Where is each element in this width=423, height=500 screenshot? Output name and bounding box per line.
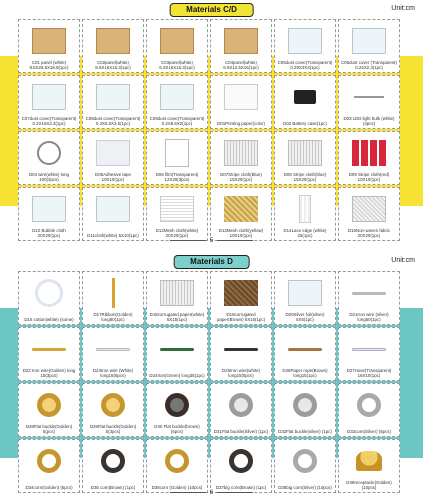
material-label: D32Flat buckle(silver) (1pc)	[278, 429, 332, 434]
material-label: D37big corn(Brown) (1pc)	[215, 485, 267, 490]
material-label: D33corn(Silver) (5pcs)	[347, 429, 391, 434]
material-item	[274, 187, 336, 241]
kraft-panel-icon	[158, 26, 196, 56]
material-label: D22 Iron wire(Golden) long 15(3pcs)	[22, 368, 76, 378]
transparent-sheet-icon	[350, 26, 388, 56]
green-wire-icon	[158, 334, 196, 364]
material-label: D01Printing paper(color)	[217, 121, 265, 126]
material-label: D18corrugated paper(white) 5X15(1pc)	[149, 312, 205, 322]
paper-rope-icon	[286, 334, 324, 364]
iron-wire-icon	[222, 334, 260, 364]
material-item	[274, 75, 336, 129]
red-cloth-icon	[350, 138, 388, 168]
material-item	[146, 131, 208, 185]
material-item	[82, 187, 144, 241]
transparent-sheet-icon	[30, 82, 68, 112]
material-item	[18, 327, 80, 381]
material-item	[274, 131, 336, 185]
silver-foil-icon	[286, 278, 324, 308]
material-label: D39receptacle(Golden) (10pcs)	[346, 480, 392, 490]
material-item	[146, 327, 208, 381]
printing-paper-icon	[222, 82, 260, 112]
material-label: D02 Battery case(1pc)	[283, 121, 327, 126]
mesh-cloth-icon	[158, 194, 196, 224]
material-label: D16 cotton(white) (some)	[24, 317, 74, 322]
page-title: Materials C/D	[169, 3, 254, 17]
material-label: C06dust cover (Transparent) 0.24X2.3(1pc)	[341, 60, 397, 70]
unit-label: Unit:cm	[391, 257, 415, 264]
material-item	[274, 383, 336, 437]
material-item	[210, 327, 272, 381]
material-label: D06 film(Transparent) 12X20(3pcs)	[155, 172, 199, 182]
iron-wire-icon	[94, 334, 132, 364]
transparent-sheet-icon	[94, 82, 132, 112]
material-item	[82, 19, 144, 73]
material-item	[146, 439, 208, 493]
material-label: D34corn(Golden) (5pcs)	[25, 485, 73, 490]
material-item	[210, 439, 272, 493]
film-sheet-icon	[158, 138, 196, 168]
non-woven-fabric-icon	[350, 194, 388, 224]
material-item	[18, 75, 80, 129]
material-label: C05dust cover(Transparent) 0.29X3X3(1pc)	[277, 60, 333, 70]
materials-page-5	[0, 0, 423, 248]
corn-ring-icon	[222, 446, 260, 476]
corrugated-paper-icon	[222, 278, 260, 308]
adhesive-tape-icon	[94, 138, 132, 168]
material-item	[210, 383, 272, 437]
corn-ring-icon	[94, 446, 132, 476]
stripe-cloth-icon	[222, 138, 260, 168]
material-label: D10 Bubble cloth 20X20(1pc)	[32, 228, 66, 238]
flat-buckle-icon	[158, 390, 196, 420]
ribbon-icon	[94, 278, 132, 308]
material-label: D28Flat buckle(Golden) 5(pcs)	[25, 424, 73, 434]
cotton-icon	[30, 278, 68, 308]
gold-mesh-icon	[222, 194, 260, 224]
material-label: D03 LED light bulb (white) (4pcs)	[343, 116, 395, 126]
material-label: D27Hose(Transparent) 16X10(1pc)	[346, 368, 392, 378]
material-label: D13Mesh cloth(yellow) 10X10(1pc)	[218, 228, 264, 238]
material-item	[274, 327, 336, 381]
page-number: 6	[0, 490, 423, 496]
battery-case-icon	[286, 82, 324, 112]
kraft-panel-icon	[30, 26, 68, 56]
materials-grid	[18, 19, 400, 241]
material-label: D36corn (Golden) (10pcs)	[151, 485, 203, 490]
led-bulb-icon	[350, 82, 388, 112]
material-item	[82, 327, 144, 381]
material-label: D35 corn(Brown) (1pc)	[90, 485, 136, 490]
material-item	[18, 131, 80, 185]
material-item	[210, 131, 272, 185]
corn-ring-icon	[30, 446, 68, 476]
material-item	[210, 19, 272, 73]
flat-buckle-icon	[222, 390, 260, 420]
material-label: C09dust cover(Transparent) 0.2X8.5X2(1pc)	[149, 116, 205, 126]
stripe-cloth-icon	[286, 138, 324, 168]
material-item	[274, 271, 336, 325]
kraft-panel-icon	[94, 26, 132, 56]
material-label: D12Mesh cloth(white) 20X20(1pc)	[155, 228, 199, 238]
material-label: D05Adhesive tape 10X10(1pc)	[95, 172, 131, 182]
iron-wire-icon	[350, 278, 388, 308]
material-label: C01 panel (white) 8.5X26.5X18.8(1pc)	[29, 60, 69, 70]
lace-edge-icon	[286, 194, 324, 224]
material-item	[146, 19, 208, 73]
material-item	[18, 383, 80, 437]
page-number: 5	[0, 238, 423, 244]
material-item	[210, 75, 272, 129]
page-title: Materials D	[173, 255, 250, 269]
unit-label: Unit:cm	[391, 5, 415, 12]
material-label: D26Paper rope(Brown) long15(1pc)	[282, 368, 328, 378]
material-item	[82, 383, 144, 437]
material-item	[82, 271, 144, 325]
materials-grid	[18, 271, 400, 493]
material-item	[210, 271, 272, 325]
wire-coil-icon	[30, 138, 68, 168]
material-label: D38big corn(Silver) (10pcs)	[278, 485, 332, 490]
materials-page-6	[0, 252, 423, 500]
material-item	[146, 187, 208, 241]
material-label: C03panel(white) 6.3X16X16.3(1pc)	[159, 60, 195, 70]
material-label: C08dust cover(Transparent) 0.2X6.5X3.5(1pc)	[85, 116, 141, 126]
material-item	[82, 131, 144, 185]
corn-ring-icon	[286, 446, 324, 476]
material-label: D15Non-woven fabric 20X20(1pc)	[347, 228, 391, 238]
material-item	[146, 271, 208, 325]
material-item	[146, 75, 208, 129]
material-item	[338, 383, 400, 437]
material-label: D25Iron wire(white) long15(5pcs)	[221, 368, 261, 378]
material-item	[338, 19, 400, 73]
material-item	[338, 131, 400, 185]
material-label: C07dust cover(Transparent) 0.2X16X2.3(1pc)	[21, 116, 77, 126]
kraft-panel-icon	[222, 26, 260, 56]
material-item	[18, 187, 80, 241]
material-label: D30 Flat buckle(brown) (6pcs)	[154, 424, 200, 434]
material-label: D23Iron wire (White) long15(5pcs)	[92, 368, 134, 378]
material-item	[18, 271, 80, 325]
material-label: D29Flat buckle(Golden) 5(3pcs)	[89, 424, 137, 434]
transparent-sheet-icon	[286, 26, 324, 56]
transparent-sheet-icon	[158, 82, 196, 112]
material-item	[338, 187, 400, 241]
material-label: D21Iron wire (silver) long50(1pc)	[349, 312, 389, 322]
corn-ring-icon	[350, 390, 388, 420]
flat-buckle-icon	[286, 390, 324, 420]
material-label: D20Silver foil(silver) 5X5(1pc)	[285, 312, 325, 322]
material-item	[82, 75, 144, 129]
material-label: D08 Stripe cloth(blue) 15X20(1pc)	[283, 172, 327, 182]
material-label: D14Lace edge (white) 25(1pc)	[283, 228, 327, 238]
material-item	[82, 439, 144, 493]
flat-buckle-icon	[94, 390, 132, 420]
material-item	[338, 327, 400, 381]
material-label: D24Iron(Green) long35(1pc)	[149, 373, 205, 378]
bubble-cloth-icon	[30, 194, 68, 224]
material-label: D19corrugated paper(Brown) 5X15(1pc)	[216, 312, 266, 322]
material-label: D09 Stripe cloth(red) 10X10(1pc)	[348, 172, 390, 182]
material-item	[18, 439, 80, 493]
corrugated-paper-icon	[158, 278, 196, 308]
iron-wire-icon	[30, 334, 68, 364]
material-item	[338, 75, 400, 129]
material-label: C02panel(white) 8.5X16X16.3(1pc)	[95, 60, 131, 70]
material-item	[274, 439, 336, 493]
material-item	[146, 383, 208, 437]
material-item	[18, 19, 80, 73]
material-item	[274, 19, 336, 73]
hose-icon	[350, 334, 388, 364]
material-label: D04 wire(white) long 100(3pcs)	[28, 172, 70, 182]
corn-ring-icon	[158, 446, 196, 476]
material-label: C04panel(white) 6.5X12.5X16(1pc)	[223, 60, 259, 70]
material-label: D31Flat buckle(Silver) (1pc)	[213, 429, 269, 434]
white-cloth-icon	[94, 194, 132, 224]
material-label: D17Ribbon(Golden) long80(1pc)	[93, 312, 133, 322]
material-item	[338, 271, 400, 325]
material-label: D11cloth(white) 5X10(1pc)	[87, 233, 139, 238]
material-item	[338, 439, 400, 493]
flat-buckle-icon	[30, 390, 68, 420]
crown-receptacle-icon	[350, 446, 388, 476]
material-label: D07Stripe cloth(Blue) 15X20(1pc)	[220, 172, 262, 182]
material-item	[210, 187, 272, 241]
